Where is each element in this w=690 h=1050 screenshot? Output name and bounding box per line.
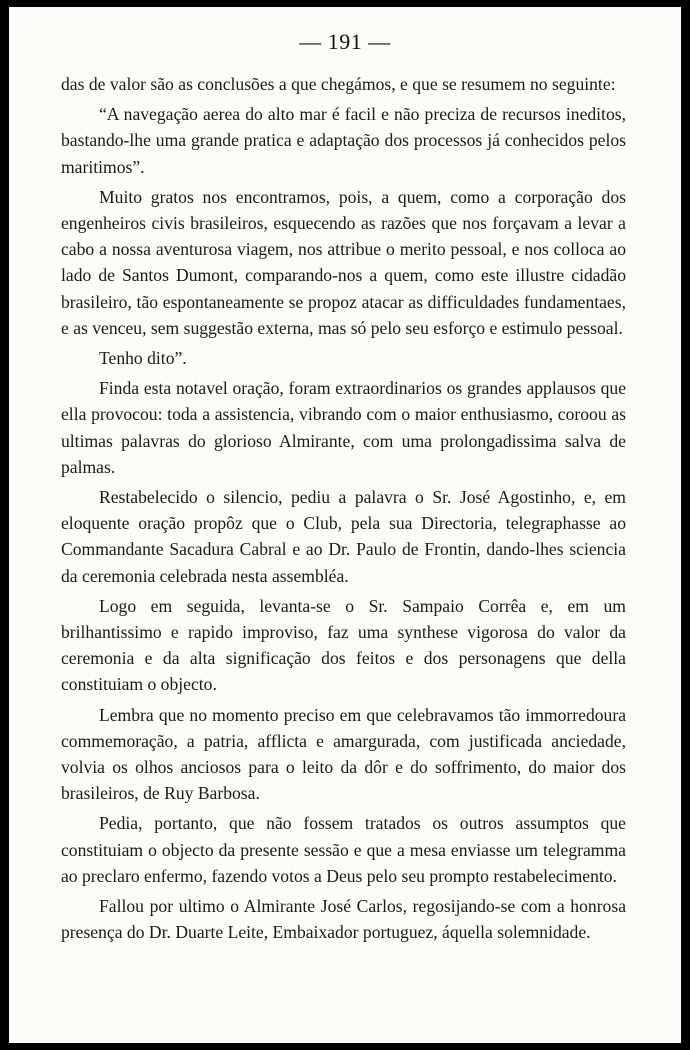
paragraph: Muito gratos nos encontramos, pois, a quem, como a corporação dos engenheiros civis brasileiros, esquecendo as razões que nos forçavam a levar a cabo a nossa aventurosa viagem, nos attribue o merito pessoal, e nos colloca ao lado de Santos Dumont, comparando-nos a quem, como este illustre cidadão brasileiro, tão espontaneamente se propoz atacar as difficuldades fundamentaes, e as venceu, sem suggestão externa, mas só pelo seu esforço e estimulo pessoal.: [61, 186, 626, 338]
paragraph: Restabelecido o silencio, pediu a palavra o Sr. José Agostinho, e, em eloquente oração propôz que o Club, pela sua Directoria, telegraphasse ao Commandante Sacadura Cabral e ao Dr. Paulo de Frontin, dando-lhes sciencia da ceremonia celebrada nesta assembléa.: [61, 487, 626, 586]
body-text: [61, 71, 626, 950]
paragraph: Fallou por ultimo o Almirante José Carlos, regosijando-se com a honrosa presença do Dr. Duarte Leite, Embaixador portuguez, áquella solemnidade.: [61, 896, 626, 943]
paragraph: Logo em seguida, levanta-se o Sr. Sampaio Corrêa e, em um brilhantissimo e rapido improviso, faz uma synthese vigorosa do valor da ceremonia e da alta significação dos feitos e dos personagens que della constituiam o objecto.: [61, 595, 626, 695]
paragraph-continued: das de valor são as conclusões a que chegámos, e que se resumem no seguinte:: [61, 74, 616, 94]
paragraph: Pedia, portanto, que não fossem tratados os outros assumptos que constituiam o objecto da presente sessão e que a mesa enviasse um telegramma ao preclaro enfermo, fazendo votos a Deus pelo seu prompto restabelecimento.: [61, 813, 626, 886]
paragraph: Finda esta notavel oração, foram extraordinarios os grandes applausos que ella provocou: toda a assistencia, vibrando com o maior enthusiasmo, coroou as ultimas palavras do glorioso Almirante, com uma prolongadissima salva de palmas.: [61, 378, 626, 477]
paragraph: Tenho dito”.: [99, 348, 187, 369]
page-number: — 191 —: [299, 29, 391, 54]
paragraph-quote: “A navegação aerea do alto mar é facil e não preciza de recursos ineditos, bastando-lhe uma grande pratica e adaptação dos processos já conhecidos pelos maritimos”.: [61, 104, 626, 177]
paragraph: Lembra que no momento preciso em que celebravamos tão immorredoura commemoração, a patria, afflicta e amargurada, com justificada anciedade, volvia os olhos anciosos para o leito da dôr e do soffrimento, do maior dos brasileiros, de Ruy Barbosa.: [61, 704, 626, 804]
book-page: [9, 7, 681, 1043]
